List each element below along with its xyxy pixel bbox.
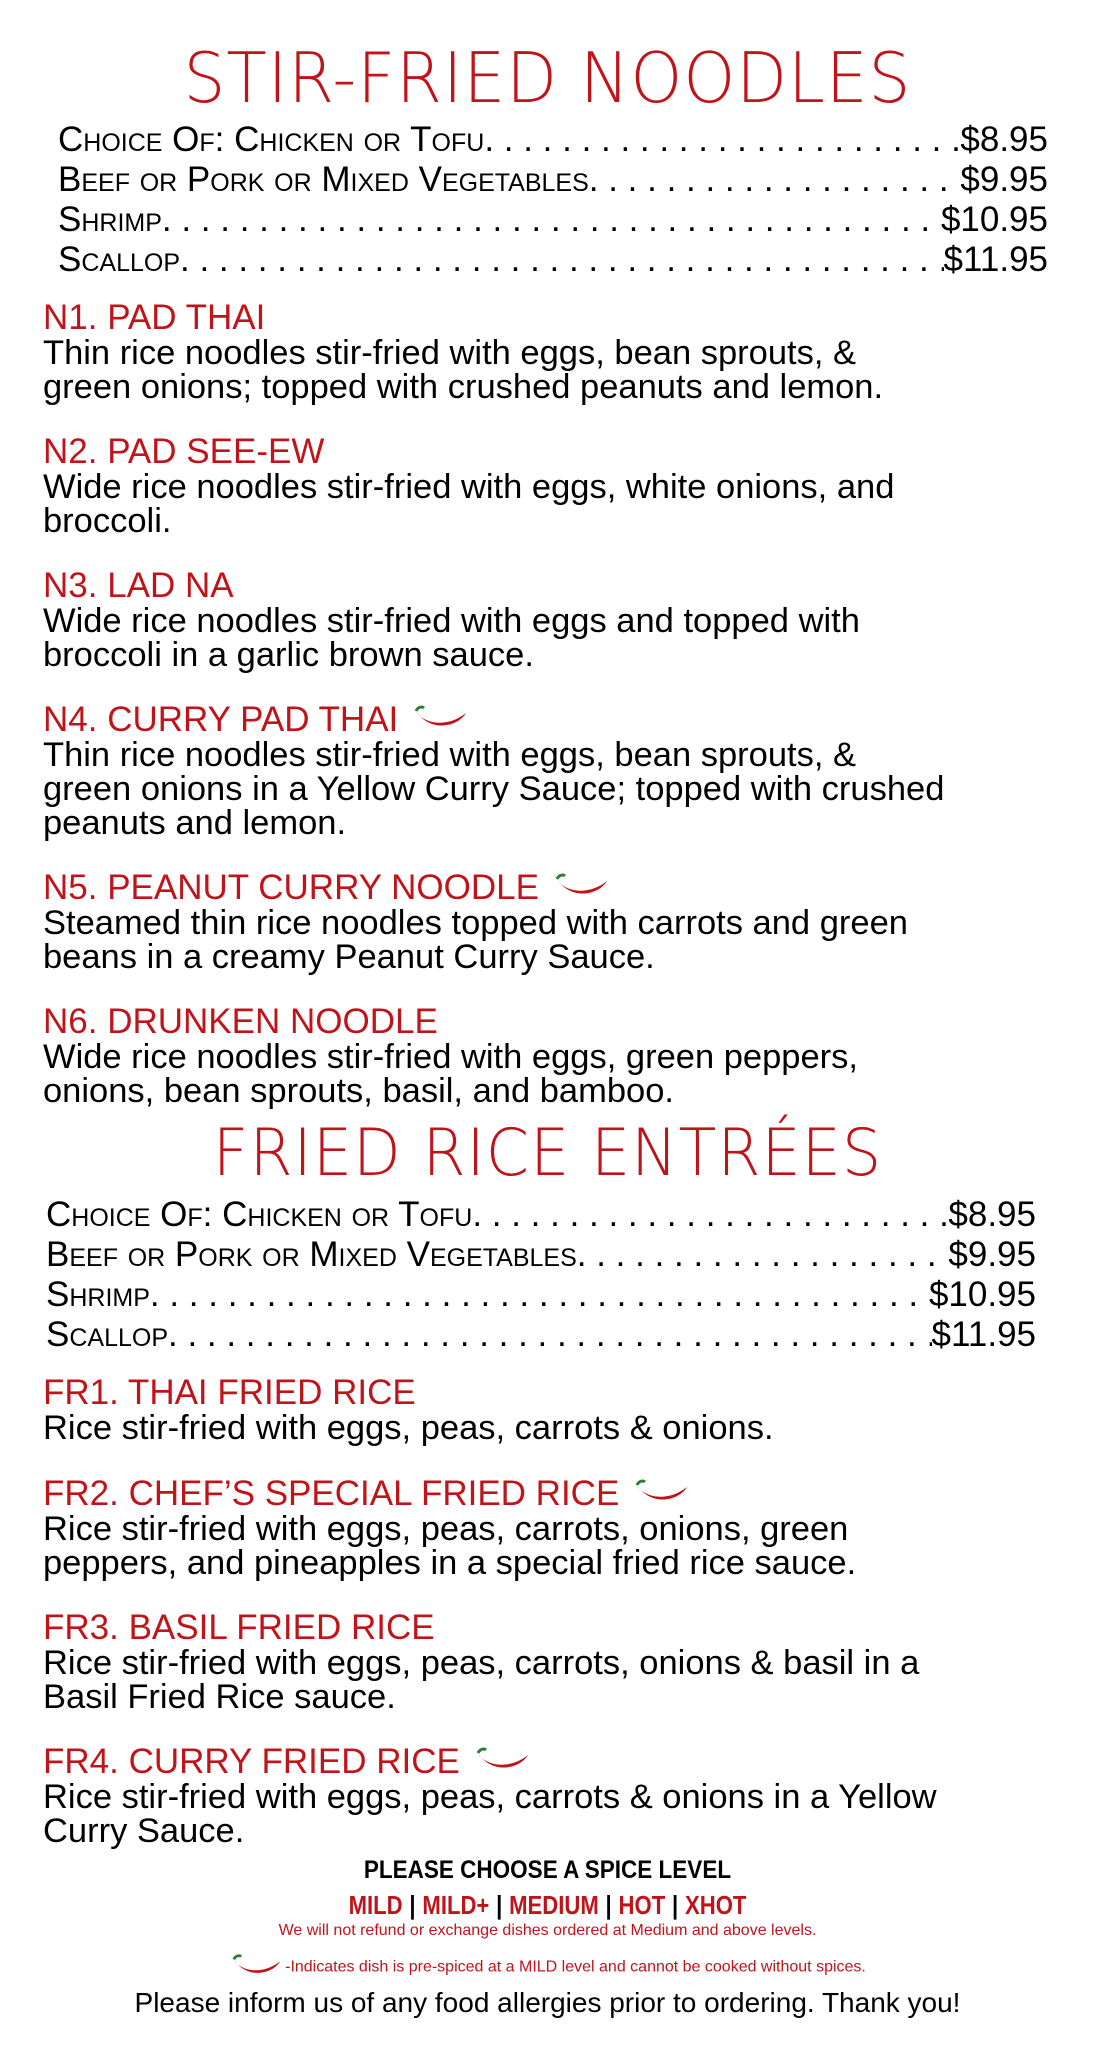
price-amount: $8.95 xyxy=(948,1195,1036,1234)
spice-level-mild: MILD xyxy=(348,1890,403,1920)
spice-level-options xyxy=(82,1890,1013,1921)
item-description xyxy=(43,470,1083,538)
desc-line: onions, bean sprouts, basil, and bamboo. xyxy=(43,1072,675,1110)
spice-level-xhot: XHOT xyxy=(684,1890,747,1920)
price-amount: $9.95 xyxy=(960,160,1048,199)
desc-line: broccoli. xyxy=(43,502,172,540)
menu-item-n5 xyxy=(43,870,1083,974)
price-leader xyxy=(589,160,961,200)
item-description xyxy=(43,738,1083,840)
item-name xyxy=(43,1375,1083,1411)
item-name-text: FR1. THAI FRIED RICE xyxy=(43,1373,416,1412)
price-leader xyxy=(162,200,941,240)
spice-level-medium: MEDIUM xyxy=(509,1890,599,1920)
chili-pepper-icon xyxy=(553,870,611,906)
price-label: Beef or Pork or Mixed Vegetables xyxy=(58,160,589,199)
price-label: Choice Of: Chicken or Tofu xyxy=(58,120,485,159)
spice-level-hot: HOT xyxy=(618,1890,666,1920)
price-leader xyxy=(472,1195,948,1235)
desc-line: Thin rice noodles stir-fried with eggs, bean sprouts, & xyxy=(43,334,857,372)
item-name-text: FR2. CHEF’S SPECIAL FRIED RICE xyxy=(43,1474,620,1513)
price-row xyxy=(58,160,1048,200)
price-row xyxy=(46,1235,1036,1275)
menu-item-fr1 xyxy=(43,1375,1083,1445)
menu-item-n3 xyxy=(43,568,1083,672)
desc-line: Wide rice noodles stir-fried with eggs, green peppers, xyxy=(43,1038,858,1076)
desc-line: Wide rice noodles stir-fried with eggs and topped with xyxy=(43,602,860,640)
item-name xyxy=(43,1476,1083,1512)
noodles-section-title: STIR-FRIED NOODLES xyxy=(183,38,912,119)
price-label: Shrimp xyxy=(58,200,162,239)
desc-line: peanuts and lemon. xyxy=(43,804,347,842)
desc-line: green onions in a Yellow Curry Sauce; topped with crushed xyxy=(43,770,945,808)
desc-line: Rice stir-fried with eggs, peas, carrots & onions. xyxy=(43,1409,774,1447)
menu-item-fr2 xyxy=(43,1476,1083,1580)
chili-pepper-icon xyxy=(633,1476,691,1512)
item-name-text: FR3. BASIL FRIED RICE xyxy=(43,1608,435,1647)
item-name xyxy=(43,1744,1083,1780)
chili-pepper-icon xyxy=(412,702,470,738)
price-amount: $11.95 xyxy=(931,1315,1036,1354)
price-row xyxy=(46,1195,1036,1235)
noodles-price-list xyxy=(58,120,1048,280)
item-description xyxy=(43,1646,1083,1714)
desc-line: Rice stir-fried with eggs, peas, carrots, onions, green xyxy=(43,1510,849,1548)
price-leader xyxy=(577,1235,949,1275)
desc-line: Wide rice noodles stir-fried with eggs, white onions, and xyxy=(43,468,895,506)
pepper-legend-text: -Indicates dish is pre-spiced at a MILD level and cannot be cooked without spices. xyxy=(285,1958,866,1976)
item-description xyxy=(43,1780,1083,1848)
rice-section-title: FRIED RICE ENTRÉES xyxy=(212,1114,883,1191)
spice-level-heading: PLEASE CHOOSE A SPICE LEVEL xyxy=(363,1856,732,1884)
price-label: Choice Of: Chicken or Tofu xyxy=(46,1195,473,1234)
desc-line: Rice stir-fried with eggs, peas, carrots, onions & basil in a xyxy=(43,1644,920,1682)
price-label: Beef or Pork or Mixed Vegetables xyxy=(46,1235,577,1274)
price-row xyxy=(58,200,1048,240)
price-leader xyxy=(180,240,944,280)
menu-item-n6 xyxy=(43,1004,1083,1108)
item-name xyxy=(43,870,1083,906)
menu-item-n1 xyxy=(43,300,1083,404)
item-name-text: N2. PAD SEE-EW xyxy=(43,432,325,471)
desc-line: broccoli in a garlic brown sauce. xyxy=(43,636,534,674)
rice-price-list xyxy=(46,1195,1036,1355)
item-name-text: FR4. CURRY FRIED RICE xyxy=(43,1742,460,1781)
desc-line: peppers, and pineapples in a special fried rice sauce. xyxy=(43,1544,857,1582)
desc-line: Rice stir-fried with eggs, peas, carrots & onions in a Yellow xyxy=(43,1778,937,1816)
chili-pepper-icon xyxy=(229,1952,285,1983)
menu-item-fr4 xyxy=(43,1744,1083,1848)
desc-line: Curry Sauce. xyxy=(43,1812,245,1850)
item-name xyxy=(43,1610,1083,1646)
price-amount: $9.95 xyxy=(948,1235,1036,1274)
item-name-text: N5. PEANUT CURRY NOODLE xyxy=(43,868,539,907)
refund-note: We will not refund or exchange dishes ordered at Medium and above levels. xyxy=(278,1922,817,1939)
pepper-legend xyxy=(0,1952,1095,1983)
menu-item-n4 xyxy=(43,702,1083,840)
item-name-text: N4. CURRY PAD THAI xyxy=(43,700,399,739)
allergy-note: Please inform us of any food allergies prior to ordering. Thank you! xyxy=(134,1987,961,2018)
desc-line: Steamed thin rice noodles topped with carrots and green xyxy=(43,904,908,942)
price-leader xyxy=(484,120,960,160)
item-description xyxy=(43,336,1083,404)
price-leader xyxy=(168,1315,932,1355)
price-label: Scallop xyxy=(58,240,181,279)
menu-item-n2 xyxy=(43,434,1083,538)
price-row xyxy=(58,240,1048,280)
level-separator: | xyxy=(409,1890,416,1920)
menu-item-fr3 xyxy=(43,1610,1083,1714)
item-name-text: N6. DRUNKEN NOODLE xyxy=(43,1002,438,1041)
price-label: Scallop xyxy=(46,1315,169,1354)
price-amount: $11.95 xyxy=(943,240,1048,279)
item-description xyxy=(43,906,1083,974)
price-row xyxy=(58,120,1048,160)
item-name xyxy=(43,434,1083,470)
item-description xyxy=(43,1512,1083,1580)
price-row xyxy=(46,1275,1036,1315)
desc-line: beans in a creamy Peanut Curry Sauce. xyxy=(43,938,655,976)
item-name xyxy=(43,702,1083,738)
desc-line: Basil Fried Rice sauce. xyxy=(43,1678,396,1716)
item-name xyxy=(43,1004,1083,1040)
desc-line: green onions; topped with crushed peanuts and lemon. xyxy=(43,368,884,406)
item-description xyxy=(43,1040,1083,1108)
item-name-text: N3. LAD NA xyxy=(43,566,234,605)
item-name xyxy=(43,300,1083,336)
price-amount: $10.95 xyxy=(928,1275,1036,1314)
level-separator: | xyxy=(496,1890,503,1920)
price-leader xyxy=(150,1275,929,1315)
price-label: Shrimp xyxy=(46,1275,150,1314)
level-separator: | xyxy=(605,1890,612,1920)
desc-line: Thin rice noodles stir-fried with eggs, bean sprouts, & xyxy=(43,736,857,774)
level-separator: | xyxy=(671,1890,679,1920)
price-amount: $8.95 xyxy=(960,120,1048,159)
item-description xyxy=(43,604,1083,672)
item-description xyxy=(43,1411,1083,1445)
chili-pepper-icon xyxy=(474,1744,532,1780)
item-name-text: N1. PAD THAI xyxy=(43,298,266,337)
spice-level-mild-plus: MILD+ xyxy=(422,1890,490,1920)
price-row xyxy=(46,1315,1036,1355)
price-amount: $10.95 xyxy=(940,200,1048,239)
item-name xyxy=(43,568,1083,604)
